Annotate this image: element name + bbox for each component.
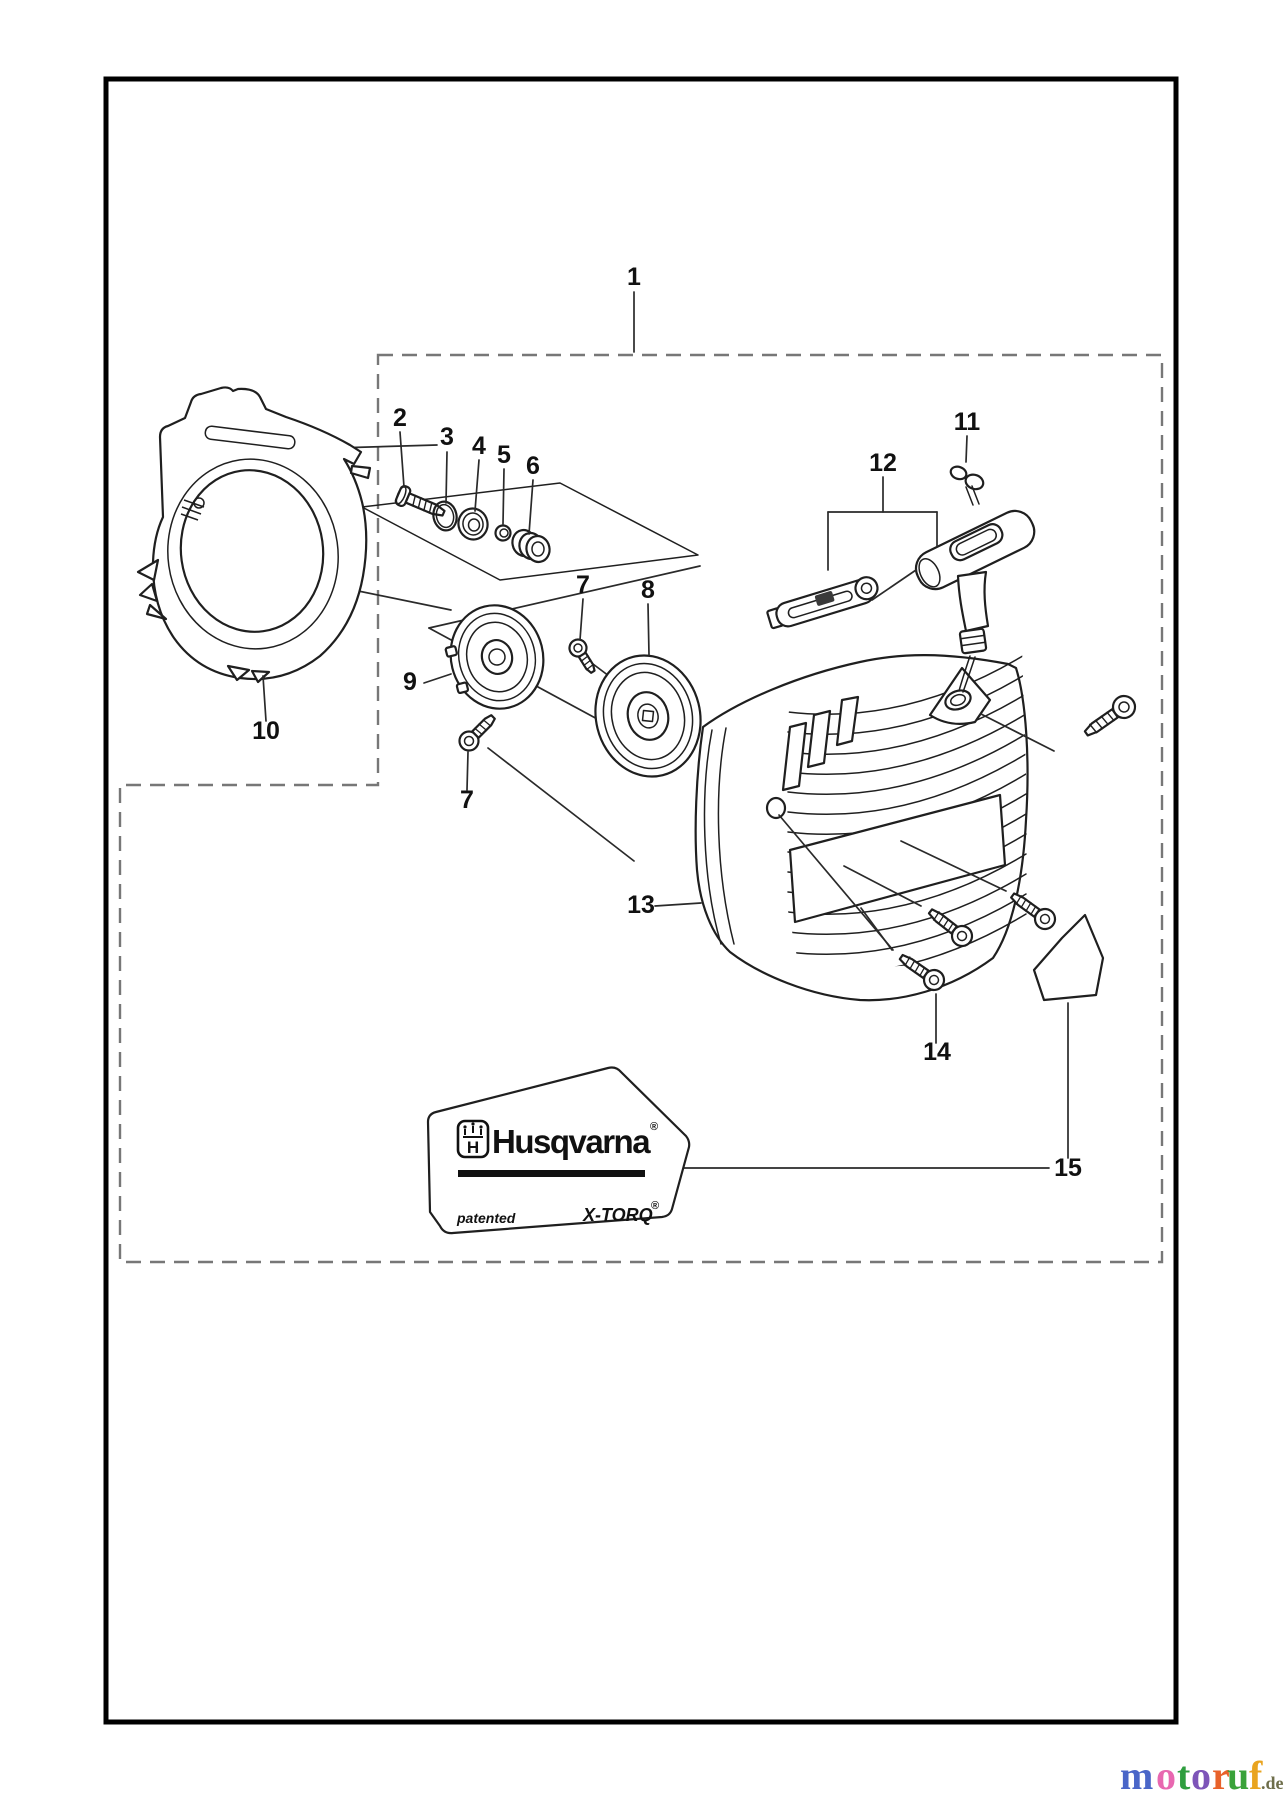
- callout-6: 6: [526, 452, 540, 480]
- callout-4: 4: [472, 432, 486, 460]
- starter-cover: [696, 654, 1028, 1000]
- screw-part-14b: [1007, 887, 1059, 933]
- husqvarna-label: [428, 1068, 689, 1234]
- watermark-letter: o: [1156, 1753, 1176, 1798]
- callout-5: 5: [497, 441, 511, 469]
- screw-part-7a: [566, 636, 600, 676]
- watermark-letter: u: [1227, 1753, 1250, 1798]
- callout-11: 11: [953, 408, 981, 436]
- callout-14: 14: [923, 1038, 951, 1066]
- xtorq-registered-mark: ®: [651, 1200, 660, 1212]
- callout-9: 9: [403, 668, 417, 696]
- husqvarna-crown-icon: [458, 1121, 488, 1157]
- brand-registered-mark: ®: [650, 1121, 659, 1133]
- callout-10: 10: [252, 717, 280, 745]
- fan-housing: [138, 387, 370, 682]
- crown-monogram: H: [466, 1138, 480, 1157]
- watermark-letter: t: [1177, 1753, 1191, 1798]
- watermark-letter: o: [1191, 1753, 1211, 1798]
- screw-top-right: [1080, 692, 1139, 743]
- watermark-letter: r: [1212, 1753, 1230, 1798]
- callout-3: 3: [440, 423, 454, 451]
- starter-pulley-8: [583, 644, 713, 788]
- cover-screw-hole: [767, 798, 785, 818]
- xtorq-text: X-TORQ: [583, 1205, 653, 1225]
- nut-part-5: [496, 526, 511, 541]
- hub-part-4: [456, 506, 491, 542]
- callout-2: 2: [393, 404, 407, 432]
- screw-part-7b: [456, 710, 500, 754]
- brand-name: Husqvarna: [492, 1123, 650, 1160]
- callout-15: 15: [1054, 1154, 1082, 1182]
- patented-text: patented: [457, 1210, 516, 1226]
- watermark-letter: f: [1249, 1753, 1263, 1798]
- callout-7b: 7: [460, 786, 474, 814]
- watermark-suffix: .de: [1261, 1773, 1284, 1793]
- callout-8: 8: [641, 576, 655, 604]
- callout-7: 7: [576, 571, 590, 599]
- watermark-letter: m: [1120, 1753, 1154, 1798]
- motoruf-watermark: [1120, 1753, 1284, 1798]
- callout-12: 12: [869, 449, 897, 477]
- callout-13: 13: [627, 891, 655, 919]
- callout-1: 1: [627, 263, 641, 291]
- starter-pulley-9: [438, 595, 554, 719]
- spring-part-6: [510, 528, 552, 564]
- label-divider-bar: [458, 1170, 645, 1177]
- rope-guide-clip: [766, 574, 881, 631]
